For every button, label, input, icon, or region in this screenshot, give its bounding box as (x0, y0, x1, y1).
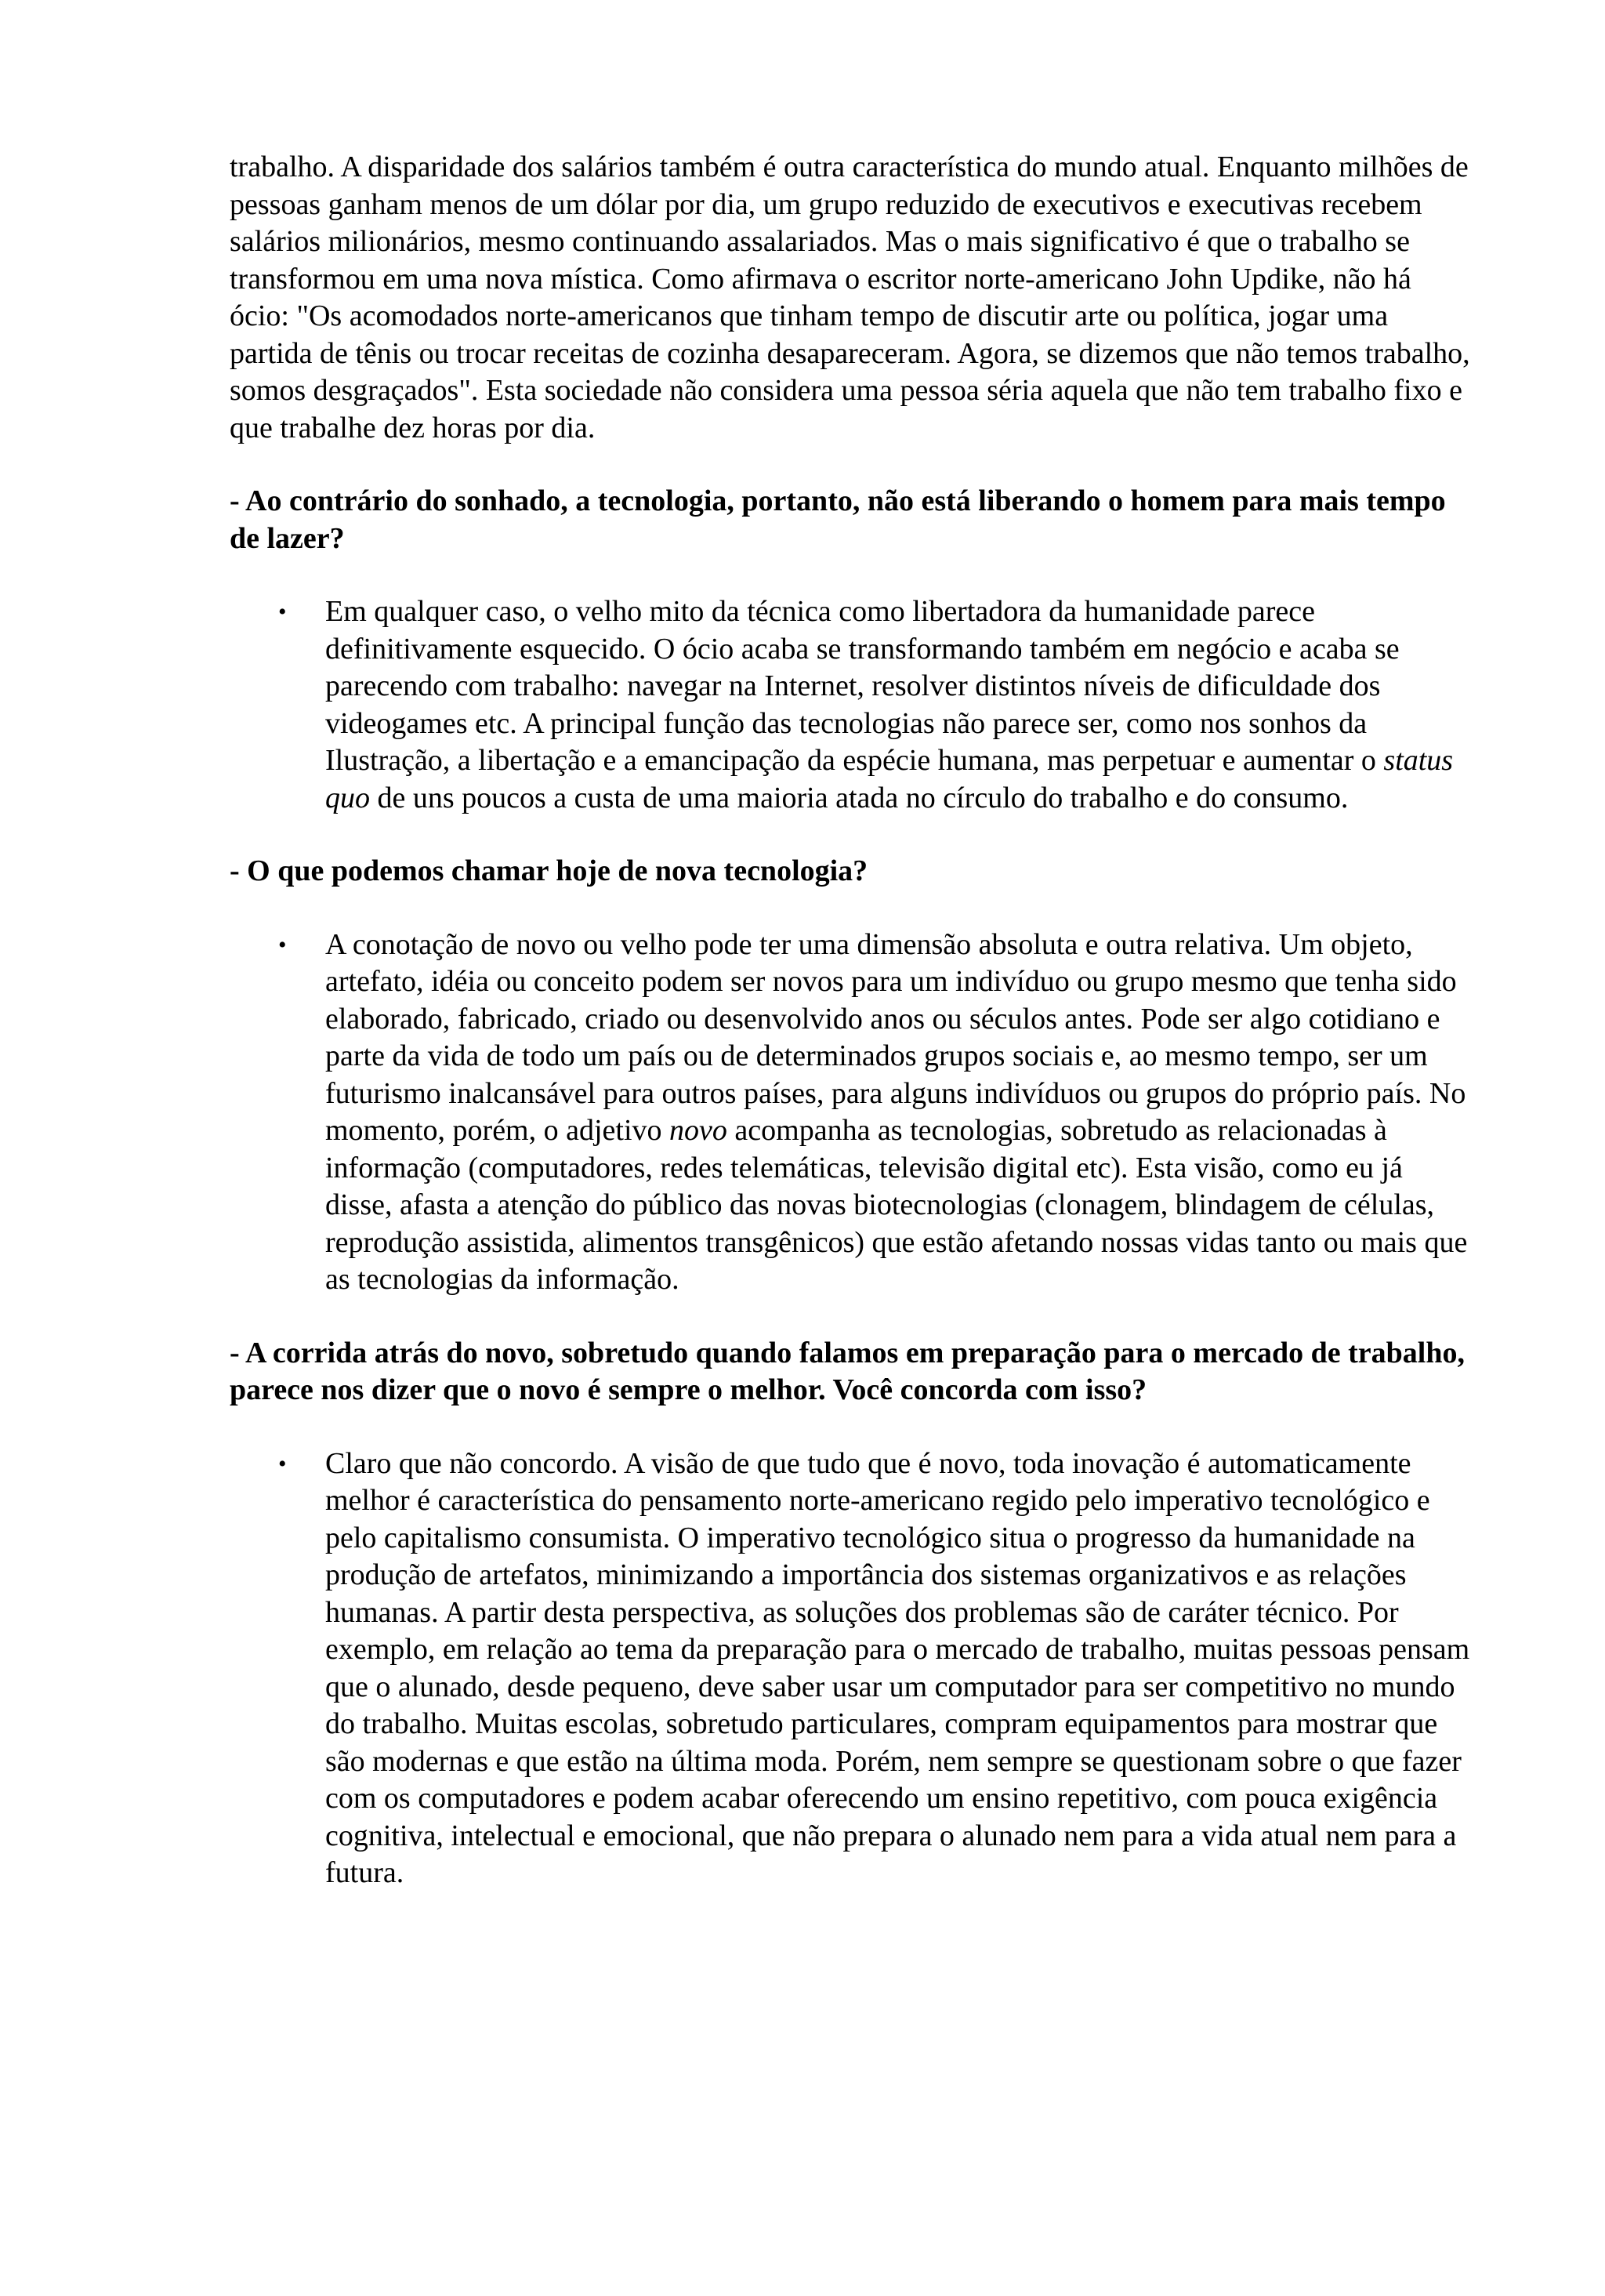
bullet-icon: • (278, 599, 287, 625)
answer-list-2 (230, 927, 1476, 1299)
question-3: - A corrida atrás do novo, sobretudo quando falamos em preparação para o mercado de trabalho, parece nos dizer que o novo é sempre o melhor. Você concorda com isso? (230, 1336, 1465, 1406)
document-page (230, 149, 1476, 1928)
answer-2-italic: novo (669, 1114, 727, 1147)
question-2: - O que podemos chamar hoje de nova tecnologia? (230, 854, 868, 887)
bullet-icon: • (278, 931, 287, 958)
intro-paragraph: trabalho. A disparidade dos salários também é outra característica do mundo atual. Enquanto milhões de pessoas ganham menos de um dólar por dia, um grupo reduzido de executivos e executivas recebem salários milionários, mesmo continuando assalariados. Mas o mais significativo é que o trabalho se transformou em uma nova mística. Como afirmava o escritor norte-americano John Updike, não há ócio: "Os acomodados norte-americanos que tinham tempo de discutir arte ou política, jogar uma partida de tênis ou trocar receitas de cozinha desapareceram. Agora, se dizemos que não temos trabalho, somos desgraçados". Esta sociedade não considera uma pessoa séria aquela que não tem trabalho fixo e que trabalhe dez horas por dia. (230, 151, 1470, 444)
answer-1 (230, 593, 1476, 817)
bullet-icon: • (278, 1450, 287, 1477)
answer-list-1 (230, 593, 1476, 817)
answer-1-text-a: Em qualquer caso, o velho mito da técnica como libertadora da humanidade parece definitivamente esquecido. O ócio acaba se transformando também em negócio e acaba se parecendo com trabalho: navegar na Internet, resolver distintos níveis de dificuldade dos videogames etc. A principal função das tecnologias não parece ser, como nos sonhos da Ilustração, a libertação e a emancipação da espécie humana, mas perpetuar e aumentar o (325, 595, 1400, 777)
answer-3-text-a: Claro que não concordo. A visão de que tudo que é novo, toda inovação é automaticamente melhor é característica do pensamento norte-americano regido pelo imperativo tecnológico e pelo capitalismo consumista. O imperativo tecnológico situa o progresso da humanidade na produção de artefatos, minimizando a importância dos sistemas organizativos e as relações humanas. A partir desta perspectiva, as soluções dos problemas são de caráter técnico. Por exemplo, em relação ao tema da preparação para o mercado de trabalho, muitas pessoas pensam que o alunado, desde pequeno, deve saber usar um computador para ser competitivo no mundo do trabalho. Muitas escolas, sobretudo particulares, compram equipamentos para mostrar que são modernas e que estão na última moda. Porém, nem sempre se questionam sobre o que fazer com os computadores e podem acabar oferecendo um ensino repetitivo, com pouca exigência cognitiva, intelectual e emocional, que não prepara o alunado nem para a vida atual nem para a futura. (325, 1446, 1470, 1889)
answer-list-3 (230, 1445, 1476, 1892)
answer-2-text-a: A conotação de novo ou velho pode ter uma dimensão absoluta e outra relativa. Um objeto, artefato, idéia ou conceito podem ser novos para um indivíduo ou grupo mesmo que tenha sido elaborado, fabricado, criado ou desenvolvido anos ou séculos antes. Pode ser algo cotidiano e parte da vida de todo um país ou de determinados grupos sociais e, ao mesmo tempo, ser um futurismo inalcansável para outros países, para alguns indivíduos ou grupos do próprio país. No momento, porém, o adjetivo (325, 927, 1466, 1147)
answer-2-text-b: acompanha as tecnologias, sobretudo as relacionadas à informação (computadores, redes telemáticas, televisão digital etc). Esta visão, como eu já disse, afasta a atenção do público das novas biotecnologias (clonagem, blindagem de células, reprodução assistida, alimentos transgênicos) que estão afetando nossas vidas tanto ou mais que as tecnologias da informação. (325, 1114, 1468, 1296)
answer-2 (230, 927, 1476, 1299)
answer-1-text-b: de uns poucos a custa de uma maioria atada no círculo do trabalho e do consumo. (370, 781, 1349, 814)
question-1: - Ao contrário do sonhado, a tecnologia, portanto, não está liberando o homem para mais tempo de lazer? (230, 484, 1446, 555)
answer-1-italic: status quo (325, 744, 1454, 814)
answer-3 (230, 1445, 1476, 1892)
